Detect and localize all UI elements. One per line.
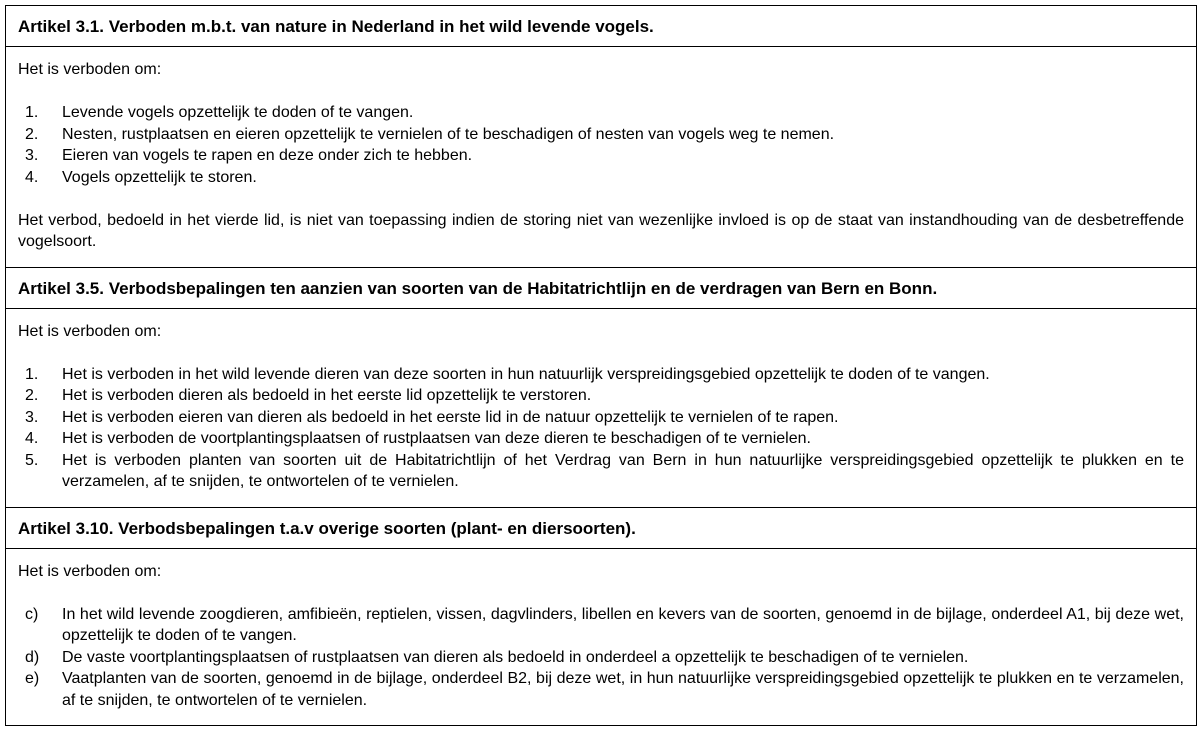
article-3-10-body bbox=[6, 548, 1197, 726]
list-item-marker: e) bbox=[25, 670, 40, 687]
list-item-text: De vaste voortplantingsplaatsen of rustplaatsen van dieren als bedoeld in onderdeel a opzettelijk te beschadigen of te vernielen. bbox=[62, 648, 969, 666]
list-item-text: Het is verboden eieren van dieren als bedoeld in het eerste lid in de natuur opzettelijk te vernielen of te rapen. bbox=[62, 408, 839, 426]
list-item-text: Nesten, rustplaatsen en eieren opzettelijk te vernielen of te beschadigen of nesten van vogels weg te nemen. bbox=[62, 125, 835, 143]
list-item bbox=[18, 428, 1184, 450]
list-item-marker: 3. bbox=[25, 147, 39, 164]
list-item-marker: c) bbox=[25, 605, 39, 623]
list-item-text: Vaatplanten van de soorten, genoemd in de bijlage, onderdeel B2, bij deze wet, in hun natuurlijke verspreidingsgebied opzettelijk te plukken en te verzamelen, af te snijden, te ontwortelen of te vernielen. bbox=[62, 670, 1184, 709]
list-item bbox=[18, 647, 1184, 669]
list-item-text: Het is verboden dieren als bedoeld in het eerste lid opzettelijk te verstoren. bbox=[62, 387, 592, 404]
list-item-marker: 4. bbox=[25, 168, 39, 186]
article-3-5-body bbox=[6, 308, 1197, 507]
list-item-marker: 1. bbox=[25, 104, 39, 121]
list-item-marker: 4. bbox=[25, 430, 39, 447]
list-item-text: Het is verboden in het wild levende dieren van deze soorten in hun natuurlijk verspreidingsgebied opzettelijk te doden of te vangen. bbox=[62, 365, 990, 383]
article-3-1-exception-paragraph: Het verbod, bedoeld in het vierde lid, is niet van toepassing indien de storing niet van wezenlijke invloed is op de staat van instandhouding van de desbetreffende vogelsoort. bbox=[18, 211, 1184, 250]
list-item-text: Levende vogels opzettelijk te doden of te vangen. bbox=[62, 104, 414, 121]
list-item-marker: 2. bbox=[25, 125, 39, 143]
article-3-1-body bbox=[6, 47, 1197, 268]
list-item bbox=[18, 385, 1184, 407]
article-3-10-prohibition-list bbox=[18, 604, 1184, 712]
list-item-marker: 3. bbox=[25, 408, 39, 426]
article-3-5-heading: Artikel 3.5. Verbodsbepalingen ten aanzien van soorten van de Habitatrichtlijn en de verdragen van Bern en Bonn. bbox=[6, 267, 1197, 308]
article-3-1-header-row bbox=[6, 6, 1197, 47]
list-item bbox=[18, 124, 1184, 146]
article-3-10-heading: Artikel 3.10. Verbodsbepalingen t.a.v overige soorten (plant- en diersoorten). bbox=[6, 507, 1197, 548]
list-item-marker: d) bbox=[25, 648, 40, 666]
list-item-text: Het is verboden planten van soorten uit de Habitatrichtlijn of het Verdrag van Bern in hun natuurlijke verspreidingsgebied opzettelijk te plukken en te verzamelen, af te snijden, te ontwortelen of te vernielen. bbox=[62, 451, 1184, 490]
article-3-5-intro: Het is verboden om: bbox=[18, 322, 162, 340]
articles-table bbox=[5, 5, 1197, 726]
list-item-text: Eieren van vogels te rapen en deze onder zich te hebben. bbox=[62, 147, 473, 164]
list-item-text: Vogels opzettelijk te storen. bbox=[62, 168, 257, 186]
article-3-5-body-row bbox=[6, 308, 1197, 507]
article-3-1-heading: Artikel 3.1. Verboden m.b.t. van nature in Nederland in het wild levende vogels. bbox=[6, 6, 1197, 47]
article-3-5-prohibition-list bbox=[18, 364, 1184, 493]
list-item bbox=[18, 450, 1184, 493]
article-3-10-body-row bbox=[6, 548, 1197, 726]
list-item bbox=[18, 407, 1184, 429]
list-item bbox=[18, 364, 1184, 386]
list-item-marker: 5. bbox=[25, 451, 39, 469]
list-item bbox=[18, 145, 1184, 167]
list-item-text: In het wild levende zoogdieren, amfibieën, reptielen, vissen, dagvlinders, libellen en kevers van de soorten, genoemd in de bijlage, onderdeel A1, bij deze wet, opzettelijk te doden of te vangen. bbox=[62, 605, 1184, 644]
article-3-1-prohibition-list bbox=[18, 102, 1184, 188]
list-item bbox=[18, 167, 1184, 189]
list-item-marker: 1. bbox=[25, 365, 39, 383]
article-3-10-intro: Het is verboden om: bbox=[18, 562, 162, 580]
list-item bbox=[18, 668, 1184, 711]
list-item-text: Het is verboden de voortplantingsplaatsen of rustplaatsen van deze dieren te beschadigen of te vernielen. bbox=[62, 430, 811, 447]
article-3-10-header-row bbox=[6, 507, 1197, 548]
article-3-1-intro: Het is verboden om: bbox=[18, 61, 162, 78]
article-3-5-header-row bbox=[6, 267, 1197, 308]
article-3-1-body-row bbox=[6, 47, 1197, 268]
list-item bbox=[18, 604, 1184, 647]
list-item-marker: 2. bbox=[25, 387, 39, 404]
list-item bbox=[18, 102, 1184, 124]
